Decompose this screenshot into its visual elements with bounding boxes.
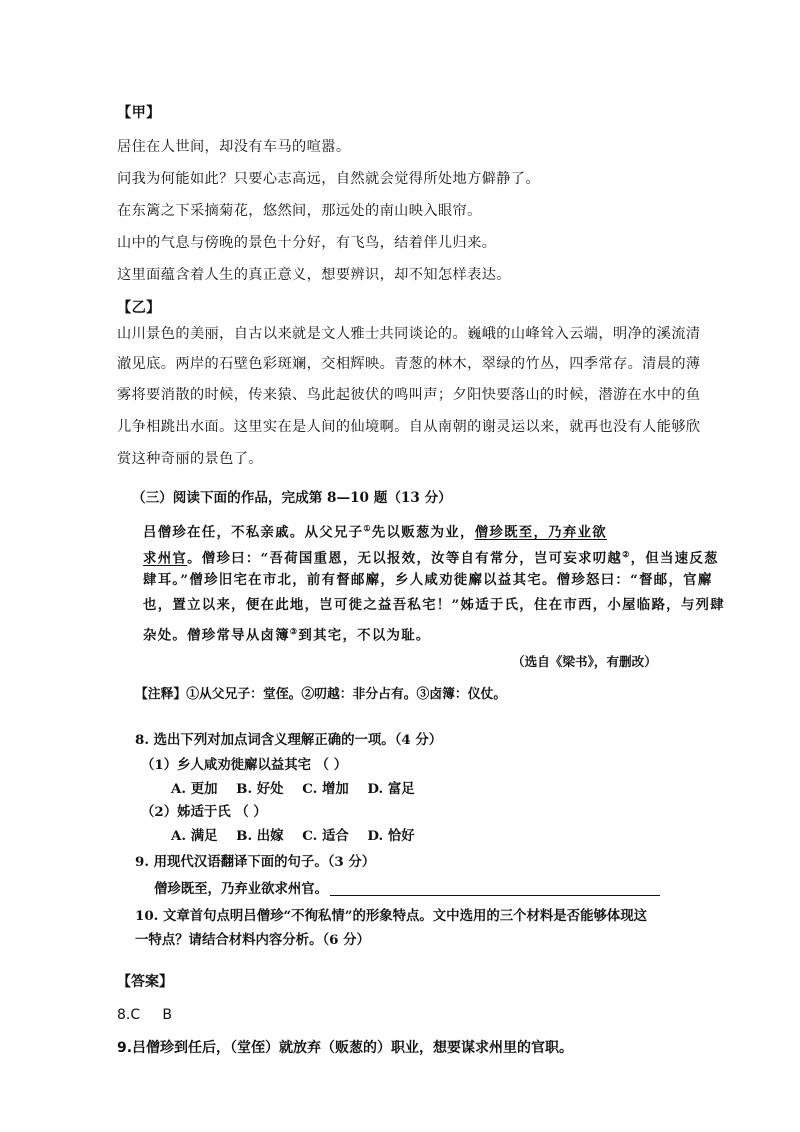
question-8-sub-2-options: A. 满足 B. 出嫁 C. 适合 D. 恰好 xyxy=(171,828,415,844)
yi-line-3: 雾将要消散的时候，传来猿、鸟此起彼伏的鸣叫声；夕阳快要落山的时候，潜游在水中的鱼 xyxy=(117,387,701,403)
yi-line-4: 儿争相跳出水面。这里实在是人间的仙境啊。自从南朝的谢灵运以来，就再也没有人能够欣 xyxy=(117,419,701,435)
yi-line-5: 赏这种奇丽的景色了。 xyxy=(117,451,263,467)
yi-line-2: 澈见底。两岸的石壁色彩斑斓，交相辉映。青葱的林木，翠绿的竹丛，四季常存。清晨的薄 xyxy=(117,356,701,372)
passage-line-3: 肆耳。”僧珍旧宅在市北，前有督邮廨，乡人咸劝徙廨以益其宅。僧珍怒曰：“督邮，官廨 xyxy=(143,572,713,588)
question-8-stem: 8. 选出下列对加点词含义理解正确的一项。（4 分） xyxy=(135,732,443,748)
jia-line-2: 问我为何能如此？只要心志高远，自然就会觉得所处地方僻静了。 xyxy=(117,171,541,187)
passage-line-1 xyxy=(143,518,607,542)
question-8-sub-2: （2）姊适于氏 （ ） xyxy=(141,804,267,820)
passage-text: 吕僧珍在任，不私亲戚。从父兄子 xyxy=(143,524,364,541)
footnote-mark-2: ② xyxy=(622,549,631,559)
answers-heading: 【答案】 xyxy=(117,974,173,990)
answer-blank-line[interactable] xyxy=(330,895,660,896)
passage-text: 。僧珍曰：“吾荷国重恩，无以报效，汝等自有常分，岂可妄求叨越 xyxy=(187,550,623,567)
passage-text: 到其宅，不以为耻。 xyxy=(298,627,431,644)
jia-line-5: 这里面蕴含着人生的真正意义，想要辨识，却不知怎样表达。 xyxy=(117,267,511,283)
footnote-mark-3: ③ xyxy=(289,626,299,636)
question-10-line-1: 10. 文章首句点明吕僧珍“不徇私情”的形象特点。文中选用的三个材料是否能够体现这 xyxy=(135,908,648,924)
answer-9: 9.吕僧珍到任后，（堂侄）就放弃（贩葱的）职业，想要谋求州里的官职。 xyxy=(117,1040,574,1056)
yi-line-1: 山川景色的美丽，自古以来就是文人雅士共同谈论的。巍峨的山峰耸入云端，明净的溪流清 xyxy=(117,326,701,342)
passage-text: ，但当速反葱 xyxy=(630,550,719,567)
question-9-sentence: 僧珍既至，乃弃业欲求州官。 xyxy=(154,881,329,897)
underlined-sentence: 僧珍既至，乃弃业欲 xyxy=(474,524,607,541)
passage-source: （选自《梁书》，有删改） xyxy=(512,654,657,669)
question-9-stem: 9. 用现代汉语翻译下面的句子。（3 分） xyxy=(135,854,376,870)
underlined-sentence: 求州官 xyxy=(143,550,188,567)
passage-text: 先以贩葱为业， xyxy=(371,524,475,541)
question-8-sub-1: （1）乡人咸劝徙廨以益其宅 （ ） xyxy=(141,757,348,773)
passage-line-5 xyxy=(143,621,431,645)
jia-line-3: 在东篱之下采摘菊花，悠然间，那远处的南山映入眼帘。 xyxy=(117,203,482,219)
jia-line-1: 居住在人世间，却没有车马的喧嚣。 xyxy=(117,139,351,155)
answer-8: 8.C B xyxy=(117,1007,172,1023)
passage-line-4: 也，置立以来，便在此地，岂可徙之益吾私宅！”姊适于氏，住在市西，小屋临路，与列肆 xyxy=(143,597,725,613)
yi-heading: 【乙】 xyxy=(117,300,161,316)
passage-line-2 xyxy=(143,544,719,568)
passage-text: 杂处。僧珍常导从卤簿 xyxy=(143,627,290,644)
question-8-sub-1-options: A. 更加 B. 好处 C. 增加 D. 富足 xyxy=(171,781,415,797)
annotation-note: 【注释】①从父兄子：堂侄。②叨越：非分占有。③卤簿：仪仗。 xyxy=(135,687,507,702)
question-10-line-2: 一特点？请结合材料内容分析。（6 分） xyxy=(135,932,370,948)
jia-heading: 【甲】 xyxy=(117,105,161,121)
footnote-mark-1: ① xyxy=(363,523,372,533)
jia-line-4: 山中的气息与傍晚的景色十分好，有飞鸟，结着伴儿归来。 xyxy=(117,235,497,251)
section-heading: （三）阅读下面的作品，完成第 8—10 题（13 分） xyxy=(132,490,452,506)
